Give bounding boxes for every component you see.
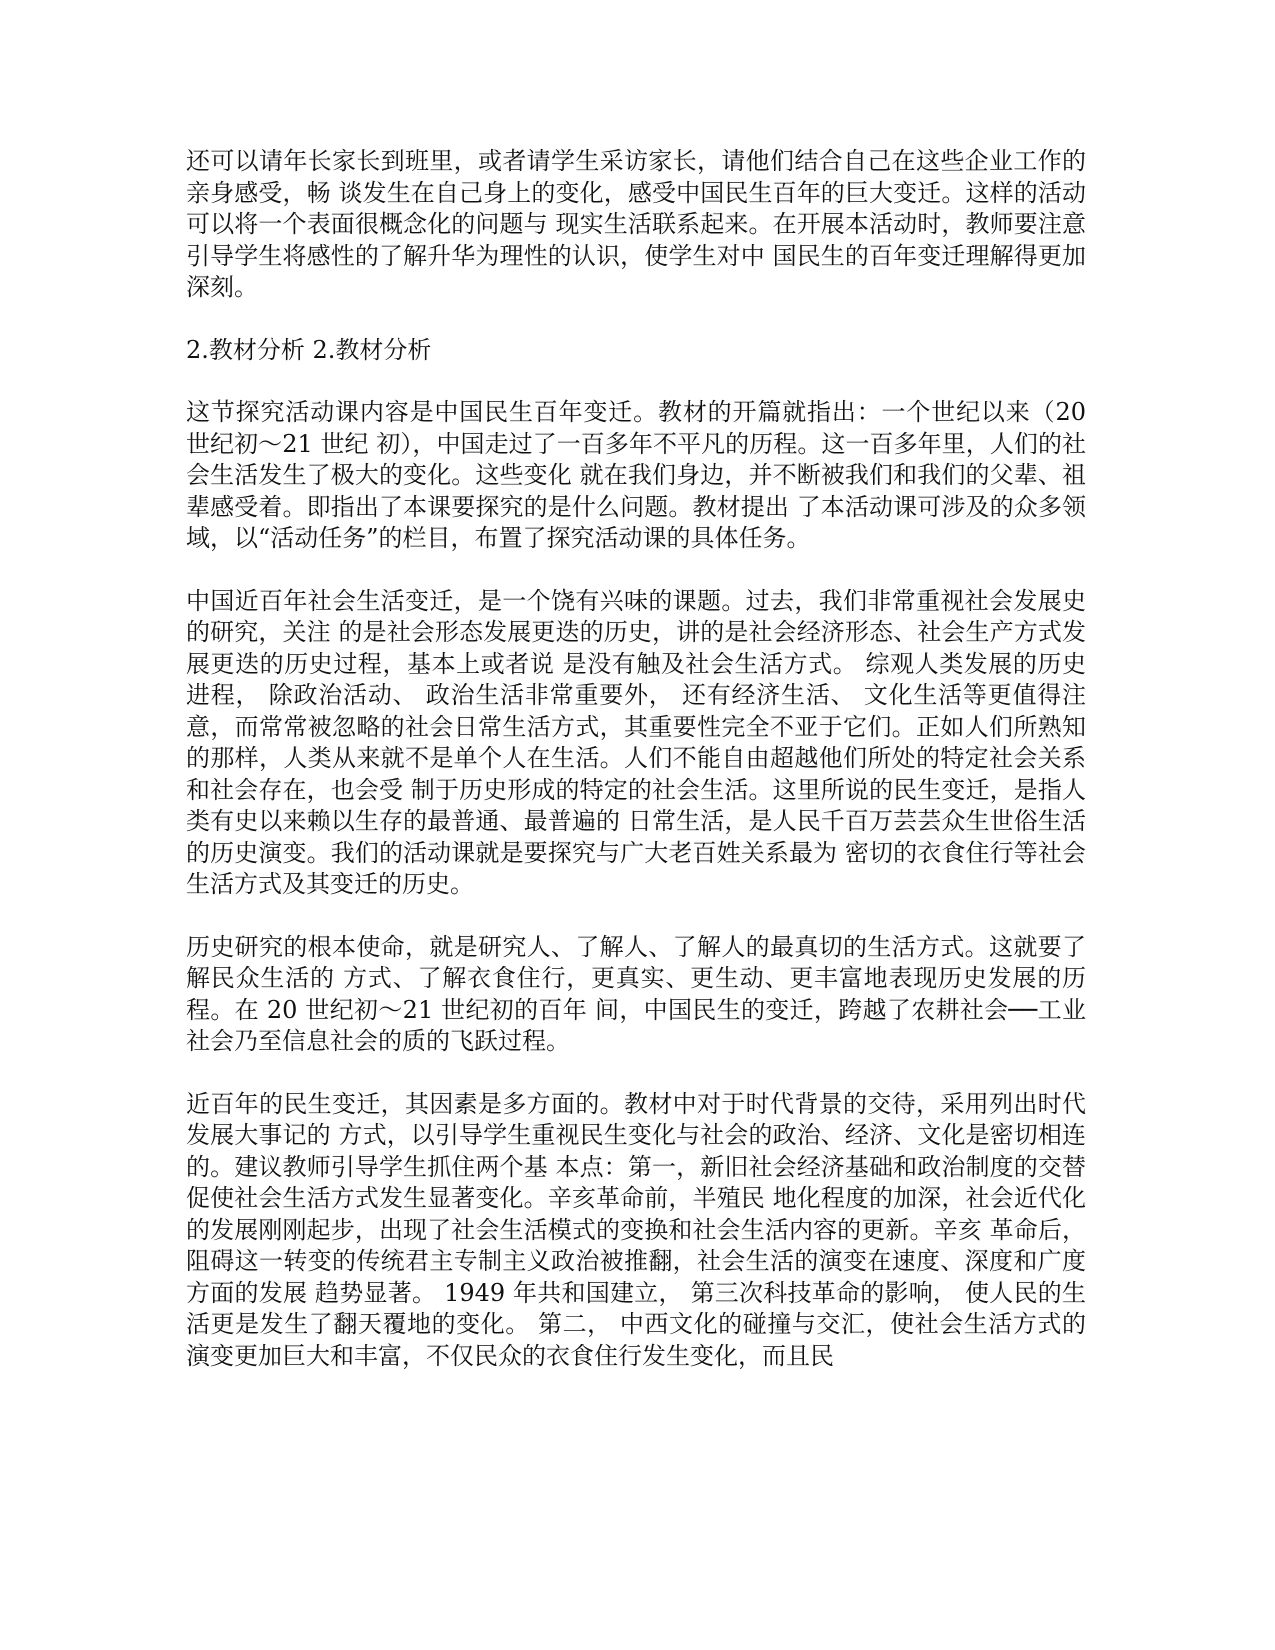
paragraph-history-mission: 历史研究的根本使命，就是研究人、了解人、了解人的最真切的生活方式。这就要了解民众生活的 方式、了解衣食住行，更真实、更生动、更丰富地表现历史发展的历程。在 20 世纪初～21 世纪初的百年 间，中国民生的变迁，跨越了农耕社会──工业社会乃至信息社会的质的飞跃过程。: [186, 932, 1086, 1055]
paragraph-intro-activity: 还可以请年长家长到班里，或者请学生采访家长，请他们结合自己在这些企业工作的亲身感受，畅 谈发生在自己身上的变化，感受中国民生百年的巨大变迁。这样的活动可以将一个表面很概念化的问题与 现实生活联系起来。在开展本活动时，教师要注意引导学生将感性的了解升华为理性的认识，使学生对中 国民生的百年变迁理解得更加深刻。: [186, 147, 1086, 301]
paragraph-lesson-content: 这节探究活动课内容是中国民生百年变迁。教材的开篇就指出：一个世纪以来（20 世纪初～21 世纪 初），中国走过了一百多年不平凡的历程。这一百多年里，人们的社会生活发生了极大的变化。这些变化 就在我们身边，并不断被我们和我们的父辈、祖辈感受着。即指出了本课要探究的是什么问题。教材提出 了本活动课可涉及的众多领域，以“活动任务”的栏目，布置了探究活动课的具体任务。: [186, 398, 1086, 552]
section-heading-textbook-analysis: 2.教材分析 2.教材分析: [186, 335, 432, 364]
document-body: [186, 146, 1086, 1403]
paragraph-change-factors: 近百年的民生变迁，其因素是多方面的。教材中对于时代背景的交待，采用列出时代发展大事记的 方式，以引导学生重视民生变化与社会的政治、经济、文化是密切相连的。建议教师引导学生抓住两个基 本点：第一，新旧社会经济基础和政治制度的交替促使社会生活方式发生显著变化。辛亥革命前，半殖民 地化程度的加深，社会近代化的发展刚刚起步，出现了社会生活模式的变换和社会生活内容的更新。辛亥 革命后，阻碍这一转变的传统君主专制主义政治被推翻，社会生活的演变在速度、深度和广度方面的发展 趋势显著。 1949 年共和国建立， 第三次科技革命的影响， 使人民的生活更是发生了翻天覆地的变化。 第二， 中西文化的碰撞与交汇，使社会生活方式的演变更加巨大和丰富，不仅民众的衣食住行发生变化，而且民: [186, 1089, 1086, 1370]
paragraph-social-life-change: 中国近百年社会生活变迁，是一个饶有兴味的课题。过去，我们非常重视社会发展史的研究，关注 的是社会形态发展更迭的历史，讲的是社会经济形态、社会生产方式发展更迭的历史过程，基本上或者说 是没有触及社会生活方式。 综观人类发展的历史进程， 除政治活动、 政治生活非常重要外， 还有经济生活、 文化生活等更值得注意，而常常被忽略的社会日常生活方式，其重要性完全不亚于它们。正如人们所熟知 的那样，人类从来就不是单个人在生活。人们不能自由超越他们所处的特定社会关系和社会存在，也会受 制于历史形成的特定的社会生活。这里所说的民生变迁，是指人类有史以来赖以生存的最普通、最普遍的 日常生活，是人民千百万芸芸众生世俗生活的历史演变。我们的活动课就是要探究与广大老百姓关系最为 密切的衣食住行等社会生活方式及其变迁的历史。: [186, 586, 1086, 898]
